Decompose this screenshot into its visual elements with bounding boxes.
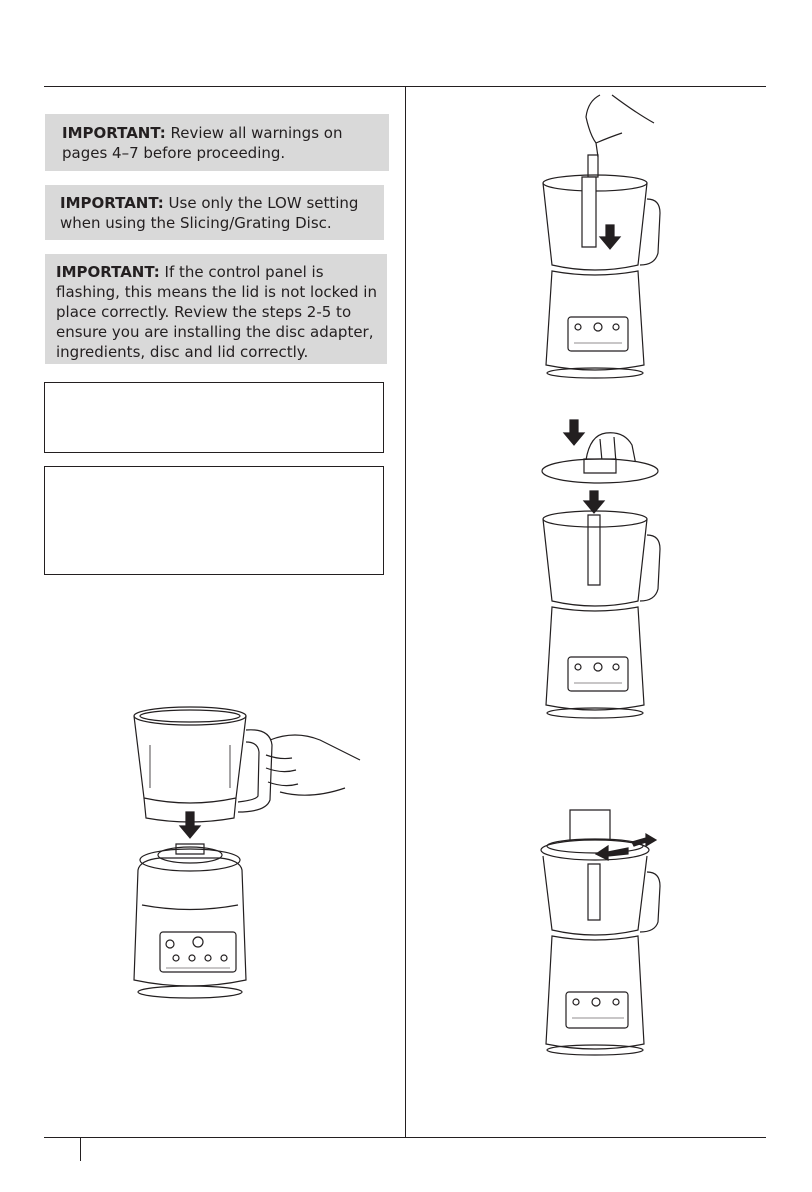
food-processor-disc-illustration [540, 415, 670, 720]
food-processor-adapter-illustration [540, 95, 670, 380]
footer-tick [80, 1137, 81, 1161]
note-text: Review all warnings on pages 4–7 before proceeding. [62, 124, 343, 162]
note-text: If the control panel is flashing, this means the lid is not locked in place correctly. Review the steps 2-5 to ensure you are installing the disc adapter, ingredients, disc and lid correctly. [56, 263, 377, 361]
bottom-rule [44, 1137, 766, 1138]
important-note-warnings [45, 114, 389, 171]
food-processor-bowl-install-illustration [120, 700, 360, 1005]
column-divider [405, 86, 406, 1138]
note-text: Use only the LOW setting when using the Slicing/Grating Disc. [60, 194, 359, 232]
important-note-control-panel [45, 254, 387, 364]
note-label: IMPORTANT: [60, 194, 164, 212]
empty-text-box [44, 382, 384, 453]
empty-text-box [44, 466, 384, 575]
note-label: IMPORTANT: [56, 263, 160, 281]
note-label: IMPORTANT: [62, 124, 166, 142]
food-processor-lid-illustration [540, 808, 670, 1056]
important-note-low-setting [45, 185, 384, 240]
